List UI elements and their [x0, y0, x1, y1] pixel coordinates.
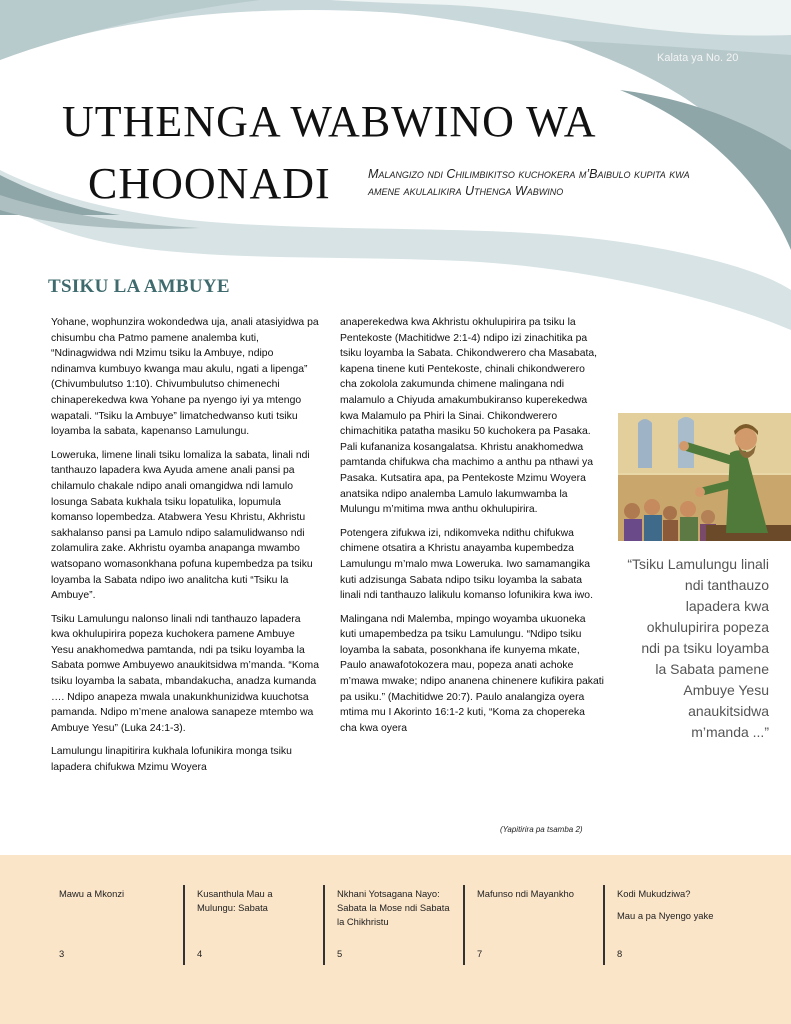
toc-divider	[323, 885, 325, 965]
toc-item[interactable]	[337, 887, 457, 967]
paragraph: Tsiku Lamulungu nalonso linali ndi tanthauzo lapadera kwa okhulupirira popeza kuchokera pamene Ambuye Yesu anakhomedwa pamtanda, ndi pa tsiku loyamba la Sabata pomwe Ambuyewo anaukitsidwa m’manda. “Koma tsiku loyamba la sabata, mbandakucha, anadza kumanda …. Ndipo anapeza mwala unakunkhunizidwa kuuchotsa pamanda. Ndipo m’mene analowa sanapeze mtembo wa Ambuye Yesu” (Luka 24:1-3).	[51, 613, 319, 734]
toc-page: 5	[337, 948, 343, 959]
toc-title: Kodi Mukudziwa?	[617, 888, 691, 899]
continued-note: (Yapitirira pa tsamba 2)	[500, 825, 583, 834]
toc-title: Mafunso ndi Mayankho	[477, 888, 574, 899]
toc-subtitle: Mau a pa Nyengo yake	[617, 910, 714, 921]
table-of-contents	[0, 855, 791, 1024]
article-column-1	[51, 315, 319, 784]
toc-title: Kusanthula Mau a Mulungu: Sabata	[197, 888, 273, 913]
pull-quote: “Tsiku Lamulungu linali ndi tanthauzo lapadera kwa okhulupirira popeza ndi pa tsiku loyamba la Sabata pamene Ambuye Yesu anaukitsidwa m’manda ...”	[627, 556, 769, 740]
newsletter-subtitle: Malangizo ndi Chilimbikitso kuchokera m’Baibulo kupita kwa amene akulalikira Uthenga Wabwino	[368, 167, 690, 198]
newsletter-title-line2: CHOONADI	[88, 159, 331, 208]
toc-page: 7	[477, 948, 483, 959]
toc-item[interactable]	[197, 887, 312, 967]
article-heading: TSIKU LA AMBUYE	[48, 276, 230, 297]
toc-page: 4	[197, 948, 203, 959]
article-column-2	[340, 315, 604, 744]
issue-number: Kalata ya No. 20	[657, 52, 739, 64]
toc-divider	[183, 885, 185, 965]
toc-divider	[603, 885, 605, 965]
toc-divider	[463, 885, 465, 965]
toc-title: Mawu a Mkonzi	[59, 888, 125, 899]
toc-item[interactable]	[617, 887, 757, 967]
newsletter-title-line1: UTHENGA WABWINO WA	[62, 97, 597, 146]
toc-page: 8	[617, 948, 623, 959]
paragraph: Potengera zifukwa izi, ndikomveka ndithu chifukwa chimene otsatira a Khristu anayamba kupembedza Lamulungu m’malo mwa Loweruka. Iwo samamangika kuti adzisunga Sabata ndipo tsiku loyamba la sabata linali ndi tanthauzo lalikulu komanso lofunikira kwa iwo.	[340, 527, 593, 602]
paragraph: anaperekedwa kwa Akhristu okhulupirira pa tsiku la Pentekoste (Machitidwe 2:1-4) ndipo izi zinachitika pa tsiku loyamba la Sabata. Chikondwerero cha Masabata, kapena tinene kuti Pentekoste, chinali chikondwerero cha zokolola zakumunda chimene malingana ndi malamulo a Chiyuda amakumbukiranso kuperekedwa kwa Malamulo pa Phiri la Sinai. Chikondwerero chimachitika patatha masiku 50 kuchokera pa Pasaka. Pali kufananiza kosangalatsa. Khristu anakhomedwa pamtanda chifukwa cha machimo a anthu pa nthawi ya Pasaka. Kutsatira apa, pa Pentekoste Mzimu Woyera anatsika ndipo analemba Lamulo lakumwamba la Mulungu m’mitima mwa anthu okhulupirira.	[340, 317, 598, 516]
paragraph: Malingana ndi Malemba, mpingo woyamba ukuoneka kuti umapembedza pa tsiku Lamulungu. “Ndipo tsiku loyamba la sabata, posonkhana ife kunyema mkate, Paulo anawafotokozera mau, popeza anati achoke m’mawa mwake; ndipo ananena chinenere kufikira pakati pa usiku.” (Machitidwe 20:7). Paulo analangiza oyera mtima mu I Akorinto 16:1-2 kuti, “Koma za chopereka cha kwa oyera	[340, 613, 604, 734]
toc-item[interactable]	[477, 887, 602, 967]
toc-item[interactable]	[59, 887, 179, 967]
toc-page: 3	[59, 948, 65, 959]
paragraph: Yohane, wophunzira wokondedwa uja, anali atasiyidwa pa chisumbu cha Patmo pamene analemba kuti, “Ndinagwidwa ndi Mzimu tsiku la Ambuye, ndipo ndinamva kumbuyo kwanga mau akulu, ngati a lipenga” (Chivumbulutso 1:10). Chivumbulutso chimenechi chinaperekedwa kwa Yohane pa nyengo iyi ya mtengo wapatali. “Tsiku la Ambuye” limatchedwanso kuti tsiku loyamba la sabata, kapenanso Lamulungu.	[51, 317, 319, 438]
preacher-illustration	[618, 413, 791, 541]
paragraph: Loweruka, limene linali tsiku lomaliza la sabata, linali ndi tanthauzo lapadera kwa Ayuda amene anali pansi pa chilamulo chakale ndipo anali omangidwa ndi lamulo losunga Sabata kukhala tsiku lopatulika, lopumula komanso lopembedza. Atabwera Yesu Khristu, Akhristu sakhalanso pansi pa Lamulo ndipo salamulidwanso ndi zolamulira zake. Akhristu oyamba anapanga mwambo watsopano womasonkhana pofuna kupembedza pa tsiku loyamba la Sabata ndipo iwo analitcha kuti “Tsiku la Ambuye”.	[51, 449, 313, 602]
paragraph: Lamulungu linapitirira kukhala lofunikira monga tsiku lapadera chifukwa Mzimu Woyera	[51, 746, 292, 774]
toc-title: Nkhani Yotsagana Nayo: Sabata la Mose ndi Sabata la Chikhristu	[337, 888, 450, 927]
